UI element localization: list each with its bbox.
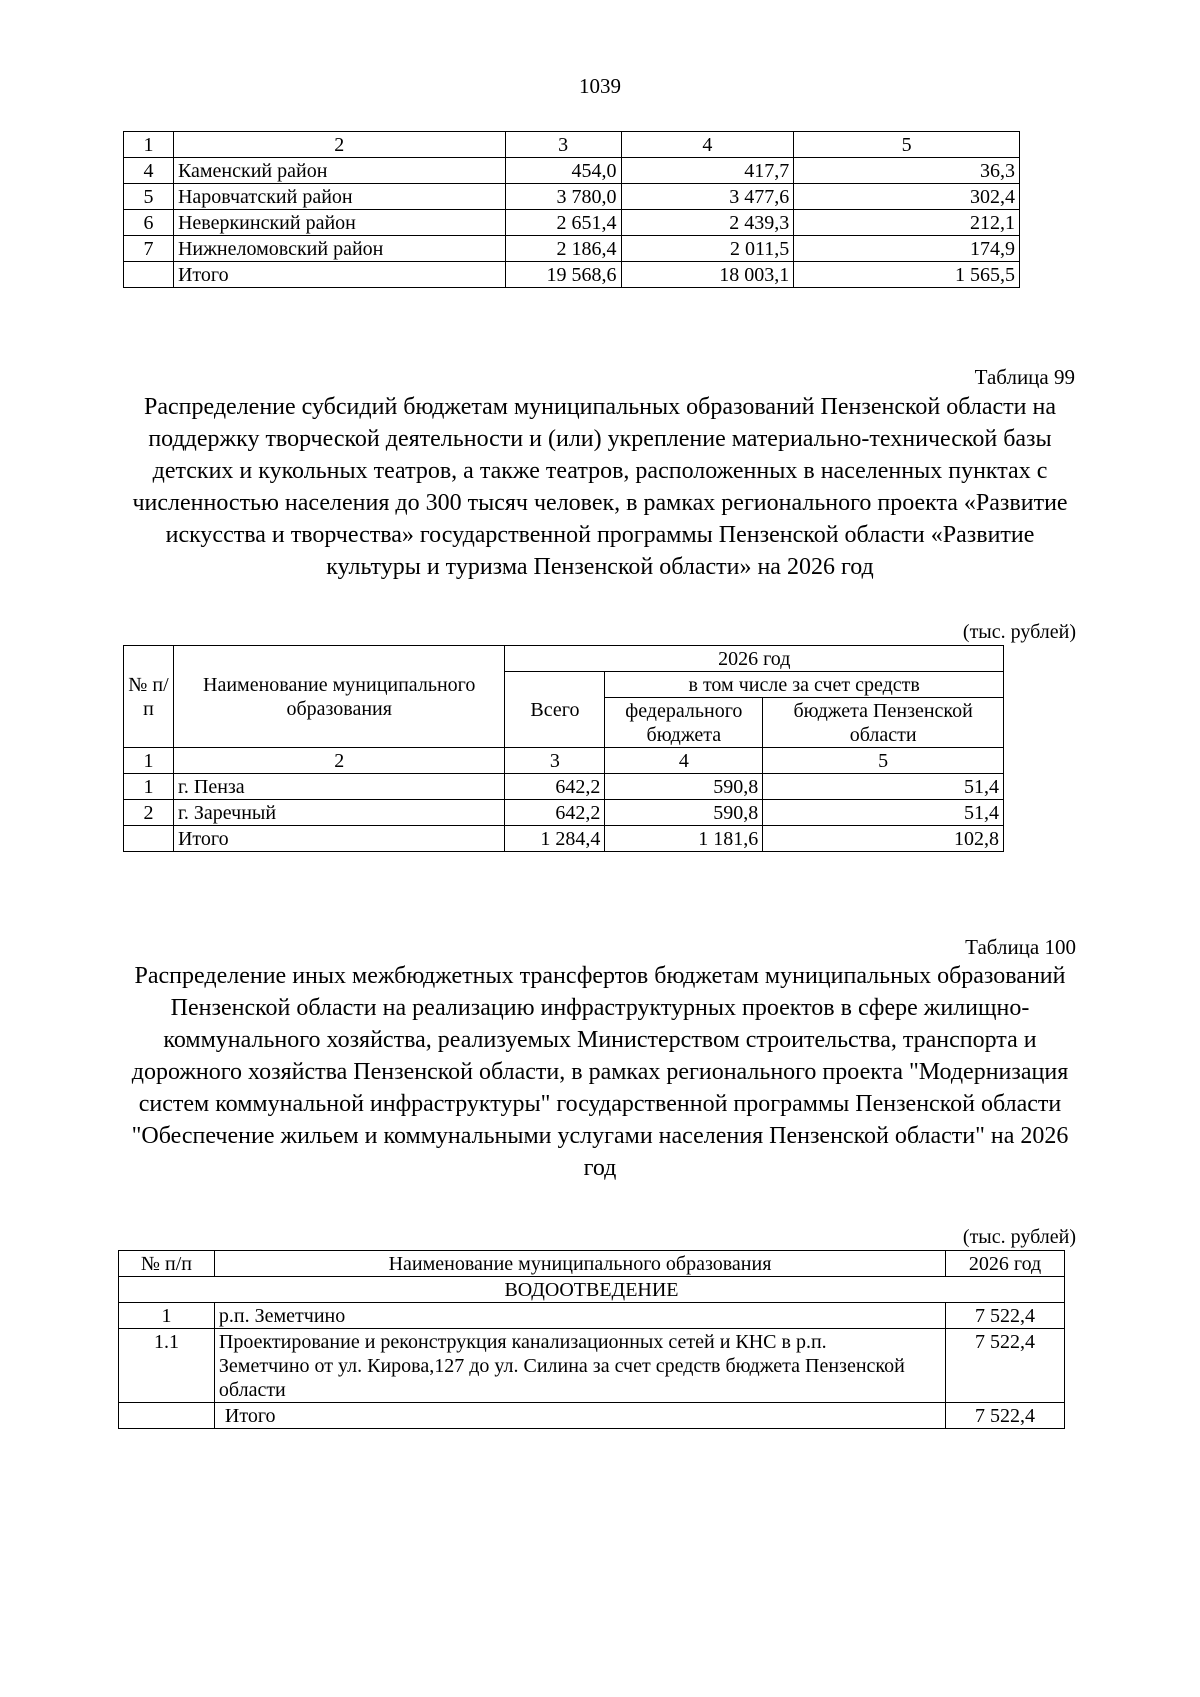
row-number: 4 <box>124 158 174 184</box>
row-number: 2 <box>124 800 174 826</box>
municipality-name: Неверкинский район <box>173 210 505 236</box>
municipality-name: г. Пенза <box>173 774 505 800</box>
table-100-units: (тыс. рублей) <box>962 1226 1076 1248</box>
table-100-title: Распределение иных межбюджетных трансфертов бюджетам муниципальных образований Пензенской области на реализацию инфраструктурных проектов в сфере жилищно-коммунального хозяйства, реализуемых Министерством строительства, транспорта и дорожного хозяйства Пензенской области, в рамках регионального проекта "Модернизация систем коммунальной инфраструктуры" государственной программы Пензенской области "Обеспечение жильем и коммунальными услугами населения Пензенской области" на 2026 год <box>131 963 1069 1181</box>
regional-value: 1 565,5 <box>794 262 1020 288</box>
total-label: Итого <box>214 1403 945 1429</box>
total-value: 642,2 <box>505 800 605 826</box>
table-row <box>124 774 1004 800</box>
table-99-label: Таблица 99 <box>974 365 1075 389</box>
table-row <box>124 184 1020 210</box>
row-number <box>124 262 174 288</box>
total-row <box>119 1403 1065 1429</box>
regional-value: 36,3 <box>794 158 1020 184</box>
col-number: 3 <box>505 132 621 158</box>
total-value: 2 651,4 <box>505 210 621 236</box>
continued-table <box>123 131 1020 288</box>
row-number: 7 <box>124 236 174 262</box>
regional-value: 102,8 <box>763 826 1004 852</box>
row-number: 1 <box>124 774 174 800</box>
federal-value: 590,8 <box>605 774 763 800</box>
total-value: 642,2 <box>505 774 605 800</box>
header-federal: федерального бюджета <box>605 698 763 748</box>
total-value: 2 186,4 <box>505 236 621 262</box>
federal-value: 1 181,6 <box>605 826 763 852</box>
row-number: 1 <box>119 1303 215 1329</box>
col-number: 1 <box>124 748 174 774</box>
col-number: 3 <box>505 748 605 774</box>
header-total: Всего <box>505 672 605 748</box>
row-number: 6 <box>124 210 174 236</box>
federal-value: 18 003,1 <box>621 262 794 288</box>
header-year: 2026 год <box>946 1251 1065 1277</box>
regional-value: 174,9 <box>794 236 1020 262</box>
table-row <box>124 800 1004 826</box>
table-header-row <box>119 1251 1065 1277</box>
header-name: Наименование муниципального образования <box>173 646 505 748</box>
row-number: 1.1 <box>119 1329 215 1403</box>
total-value: 3 780,0 <box>505 184 621 210</box>
total-value: 1 284,4 <box>505 826 605 852</box>
col-number: 4 <box>621 132 794 158</box>
federal-value: 417,7 <box>621 158 794 184</box>
table-header-row <box>124 132 1020 158</box>
federal-value: 2 011,5 <box>621 236 794 262</box>
table-99-units: (тыс. рублей) <box>962 621 1076 643</box>
regional-value: 51,4 <box>763 774 1004 800</box>
col-number: 4 <box>605 748 763 774</box>
municipality-name: р.п. Земетчино <box>214 1303 945 1329</box>
header-num: № п/п <box>119 1251 215 1277</box>
total-row <box>124 262 1020 288</box>
header-including: в том числе за счет средств <box>605 672 1004 698</box>
row-number: 5 <box>124 184 174 210</box>
col-number: 2 <box>173 748 505 774</box>
federal-value: 2 439,3 <box>621 210 794 236</box>
col-number: 1 <box>124 132 174 158</box>
total-label: Итого <box>173 826 505 852</box>
table-row <box>119 1303 1065 1329</box>
municipality-name: Наровчатский район <box>173 184 505 210</box>
page-number: 1039 <box>579 74 621 98</box>
header-name: Наименование муниципального образования <box>214 1251 945 1277</box>
table-header-row <box>124 748 1004 774</box>
header-regional: бюджета Пензенской области <box>763 698 1004 748</box>
header-num: № п/п <box>124 646 174 748</box>
total-row <box>124 826 1004 852</box>
section-title: ВОДООТВЕДЕНИЕ <box>119 1277 1065 1303</box>
section-row <box>119 1277 1065 1303</box>
year-value: 7 522,4 <box>946 1303 1065 1329</box>
table-100-label: Таблица 100 <box>965 935 1076 959</box>
year-value: 7 522,4 <box>946 1329 1065 1403</box>
total-value: 19 568,6 <box>505 262 621 288</box>
municipality-name: Каменский район <box>173 158 505 184</box>
municipality-name: Нижнеломовский район <box>173 236 505 262</box>
table-row <box>124 210 1020 236</box>
table-header-row <box>124 646 1004 672</box>
table-99-title: Распределение субсидий бюджетам муниципальных образований Пензенской области на поддержку творческой деятельности и (или) укрепление материально-технической базы детских и кукольных театров, а также театров, расположенных в населенных пунктах с численностью населения до 300 тысяч человек, в рамках регионального проекта «Развитие искусства и творчества» государственной программы Пензенской области «Развитие культуры и туризма Пензенской области» на 2026 год <box>132 394 1068 580</box>
regional-value: 51,4 <box>763 800 1004 826</box>
year-value: 7 522,4 <box>946 1403 1065 1429</box>
col-number: 5 <box>763 748 1004 774</box>
col-number: 2 <box>173 132 505 158</box>
table-row <box>124 158 1020 184</box>
project-description: Проектирование и реконструкция канализационных сетей и КНС в р.п. Земетчино от ул. Кирова,127 до ул. Силина за счет средств бюджета Пензенской области <box>214 1329 945 1403</box>
federal-value: 3 477,6 <box>621 184 794 210</box>
table-row <box>124 236 1020 262</box>
table-100 <box>118 1250 1065 1429</box>
row-number <box>119 1403 215 1429</box>
row-number <box>124 826 174 852</box>
federal-value: 590,8 <box>605 800 763 826</box>
total-value: 454,0 <box>505 158 621 184</box>
table-row <box>119 1329 1065 1403</box>
col-number: 5 <box>794 132 1020 158</box>
municipality-name: г. Заречный <box>173 800 505 826</box>
regional-value: 302,4 <box>794 184 1020 210</box>
table-99 <box>123 645 1004 852</box>
header-year: 2026 год <box>505 646 1004 672</box>
regional-value: 212,1 <box>794 210 1020 236</box>
total-label: Итого <box>173 262 505 288</box>
